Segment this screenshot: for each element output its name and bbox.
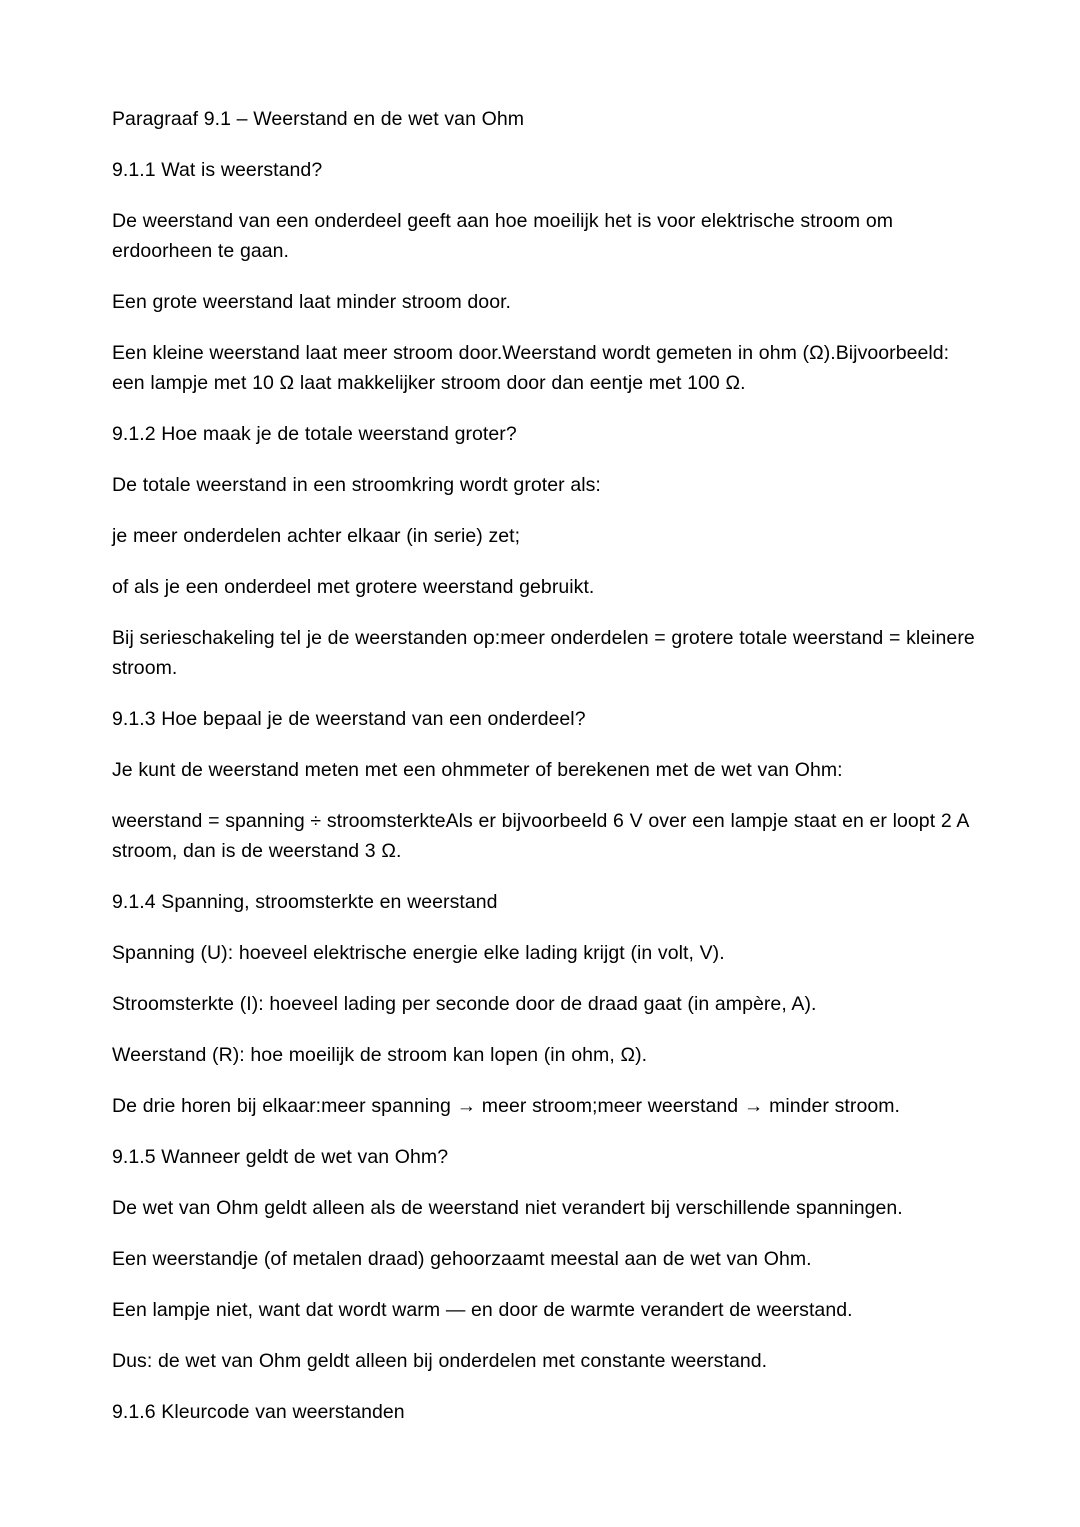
- paragraph-weerstand-r: Weerstand (R): hoe moeilijk de stroom kan lopen (in ohm, Ω).: [112, 1044, 648, 1066]
- paragraph-grotere-weerstand-gebruikt: of als je een onderdeel met grotere weerstand gebruikt.: [112, 576, 595, 598]
- document-text-body: [112, 104, 978, 1427]
- section-heading-9-1-4: 9.1.4 Spanning, stroomsterkte en weerstand: [112, 891, 498, 913]
- section-heading-9-1-1: 9.1.1 Wat is weerstand?: [112, 159, 323, 181]
- paragraph-grote-weerstand: Een grote weerstand laat minder stroom door.: [112, 291, 512, 313]
- paragraph-ohmmeter: Je kunt de weerstand meten met een ohmmeter of berekenen met de wet van Ohm:: [112, 759, 843, 781]
- paragraph-kleine-weerstand: Een kleine weerstand laat meer stroom door.Weerstand wordt gemeten in ohm (Ω).Bijvoorbeeld: een lampje met 10 Ω laat makkelijker stroom door dan eentje met 100 Ω.: [112, 342, 950, 394]
- paragraph-totale-weerstand: De totale weerstand in een stroomkring wordt groter als:: [112, 474, 601, 496]
- paragraph-drie-horen-bij-elkaar: De drie horen bij elkaar:meer spanning → meer stroom;meer weerstand → minder stroom.: [112, 1095, 900, 1117]
- section-heading-9-1-3: 9.1.3 Hoe bepaal je de weerstand van een onderdeel?: [112, 708, 586, 730]
- paragraph-serieschakeling: Bij serieschakeling tel je de weerstanden op:meer onderdelen = grotere totale weerstand = kleinere stroom.: [112, 627, 975, 679]
- paragraph-serie-zet: je meer onderdelen achter elkaar (in serie) zet;: [112, 525, 521, 547]
- section-heading-9-1-2: 9.1.2 Hoe maak je de totale weerstand groter?: [112, 423, 517, 445]
- section-heading-9-1-6: 9.1.6 Kleurcode van weerstanden: [112, 1401, 405, 1423]
- page-title: Paragraaf 9.1 – Weerstand en de wet van Ohm: [112, 108, 525, 130]
- paragraph-stroomsterkte: Stroomsterkte (I): hoeveel lading per seconde door de draad gaat (in ampère, A).: [112, 993, 817, 1015]
- paragraph-geldt-alleen: De wet van Ohm geldt alleen als de weerstand niet verandert bij verschillende spanningen.: [112, 1197, 903, 1219]
- paragraph-weerstand-definition: De weerstand van een onderdeel geeft aan hoe moeilijk het is voor elektrische stroom om erdoorheen te gaan.: [112, 210, 894, 262]
- paragraph-dus-constante-weerstand: Dus: de wet van Ohm geldt alleen bij onderdelen met constante weerstand.: [112, 1350, 768, 1372]
- paragraph-weerstandje-gehoorzaamt: Een weerstandje (of metalen draad) gehoorzaamt meestal aan de wet van Ohm.: [112, 1248, 812, 1270]
- paragraph-lampje-niet: Een lampje niet, want dat wordt warm — en door de warmte verandert de weerstand.: [112, 1299, 853, 1321]
- section-heading-9-1-5: 9.1.5 Wanneer geldt de wet van Ohm?: [112, 1146, 449, 1168]
- paragraph-spanning: Spanning (U): hoeveel elektrische energie elke lading krijgt (in volt, V).: [112, 942, 725, 964]
- paragraph-formule-wet-van-ohm: weerstand = spanning ÷ stroomsterkteAls er bijvoorbeeld 6 V over een lampje staat en er loopt 2 A stroom, dan is de weerstand 3 Ω.: [112, 810, 969, 862]
